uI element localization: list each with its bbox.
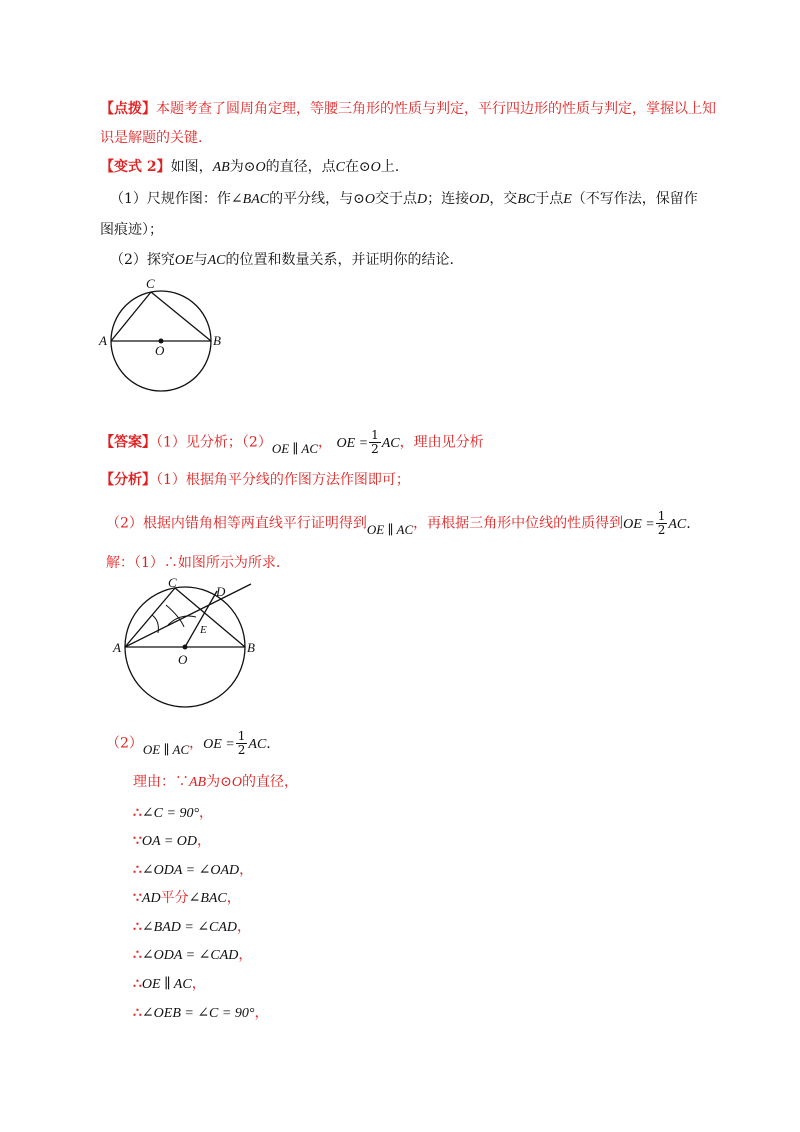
- answer-line: [100, 429, 484, 456]
- label-d: D: [216, 584, 226, 599]
- label-c: C: [168, 575, 177, 590]
- fraction: [236, 730, 248, 757]
- proof-step: [133, 945, 252, 966]
- q1-d: D: [416, 192, 428, 207]
- proof-step: [133, 974, 206, 995]
- reason-text: 理由：∵: [133, 774, 189, 790]
- step-symbol: ∴: [133, 947, 142, 963]
- solution-text: （2）: [106, 735, 143, 752]
- variant-stem: [100, 157, 399, 178]
- proof-step: [133, 1003, 268, 1024]
- q1-text: （1）尺规作图：作∠: [110, 191, 243, 207]
- q1-bc: BC: [517, 192, 536, 207]
- step-expr: ∠BAC: [188, 891, 227, 906]
- answer-comma: ，: [318, 434, 333, 451]
- reason-ab: AB: [189, 775, 207, 790]
- step-mid: 平分: [160, 890, 189, 906]
- q1-text: 于点: [535, 191, 564, 207]
- tip-line-2: 识是解题的关键.: [100, 130, 203, 146]
- step-expr: ∠ODA = ∠CAD: [141, 948, 239, 963]
- variant-text: 上.: [380, 159, 400, 175]
- label-c: C: [146, 276, 155, 291]
- question-1-cont: 图痕迹）；: [100, 222, 163, 238]
- label-o: O: [178, 652, 188, 667]
- center-point: [183, 645, 188, 650]
- label-e: E: [200, 624, 207, 636]
- step-symbol: ∴: [133, 976, 142, 992]
- q2-text: （2）探究: [110, 252, 175, 268]
- proof-step: [133, 888, 241, 909]
- circle-figure-2: [110, 575, 275, 710]
- solution-line-2: [106, 730, 271, 757]
- answer-oe: OE =: [336, 435, 369, 451]
- variant-o: O: [255, 160, 266, 175]
- q1-o: O: [364, 192, 375, 207]
- q2-ac: AC: [207, 253, 226, 268]
- step-symbol: ∵: [133, 890, 142, 906]
- q1-text: 交于点: [374, 191, 417, 207]
- step-symbol: ∴: [133, 1005, 142, 1021]
- step-symbol: ∴: [133, 805, 142, 821]
- q1-text: ；连接: [427, 191, 470, 207]
- reason-text: 的直径，: [241, 774, 298, 790]
- answer-tag: 【答案】: [100, 434, 156, 451]
- frac-num: 1: [371, 428, 379, 442]
- analysis-formula: [623, 509, 691, 537]
- label-b: B: [247, 640, 255, 655]
- q1-text: 的平分线，与⊙: [269, 191, 365, 207]
- step-tail: ，: [191, 976, 206, 992]
- frac-den: 2: [371, 442, 379, 456]
- step-expr: ∠C = 90°: [141, 806, 200, 821]
- step-tail: ，: [239, 862, 254, 878]
- step-symbol: ∴: [133, 862, 142, 878]
- reason-o: O: [231, 775, 242, 790]
- analysis-text: （2）根据内错角相等两直线平行证明得到: [106, 515, 367, 532]
- variant-text: 为⊙: [229, 159, 256, 175]
- frac-den: 2: [657, 523, 666, 537]
- question-1: [110, 189, 698, 210]
- q1-bac: BAC: [242, 192, 270, 207]
- solution-formula: [203, 729, 271, 757]
- variant-tag: 【变式 2】: [100, 159, 171, 175]
- answer-tail: ，理由见分析: [399, 434, 484, 451]
- fraction: [369, 429, 381, 456]
- variant-o: O: [370, 160, 381, 175]
- proof-step: [133, 917, 251, 938]
- solution-line-1: 解：（1）∴如图所示为所求.: [106, 555, 281, 571]
- tip-tag: 【点拨】: [100, 101, 156, 117]
- solution-end: .: [266, 735, 271, 752]
- step-symbol: ∵: [133, 833, 142, 849]
- frac-den: 2: [237, 743, 246, 757]
- fraction: [656, 510, 668, 537]
- frac-num: 1: [657, 509, 666, 523]
- segment-cb: [151, 292, 211, 341]
- solution-oe: OE =: [203, 736, 235, 752]
- proof-step: [133, 831, 211, 852]
- step-tail: ，: [199, 805, 214, 821]
- analysis-oe: OE =: [623, 516, 655, 532]
- variant-text: 的直径，点: [265, 159, 336, 175]
- solution-reason: [133, 772, 298, 793]
- step-tail: ，: [254, 1005, 269, 1021]
- label-b: B: [213, 333, 221, 348]
- question-2: [110, 250, 454, 271]
- analysis-end: .: [686, 515, 691, 532]
- q2-text: 与: [193, 252, 208, 268]
- reason-text: 为⊙: [206, 774, 232, 790]
- q1-text: ，交: [489, 191, 518, 207]
- q1-od: OD: [469, 192, 490, 207]
- answer-ac: AC: [381, 435, 400, 451]
- step-tail: ，: [237, 919, 252, 935]
- label-a: A: [99, 333, 107, 348]
- analysis-parallel: OE ∥ AC: [366, 521, 414, 537]
- step-expr: OE ∥ AC: [141, 977, 192, 992]
- proof-step: [133, 803, 213, 824]
- step-expr: ∠ODA = ∠OAD: [141, 863, 240, 878]
- step-expr: OA = OD: [141, 834, 197, 849]
- label-a: A: [113, 640, 121, 655]
- answer-parallel: OE ∥ AC: [271, 440, 319, 456]
- step-expr: ∠BAD = ∠CAD: [141, 920, 238, 935]
- variant-text: 如图，: [170, 159, 213, 175]
- segment-cb: [175, 588, 245, 647]
- step-tail: ，: [197, 833, 211, 849]
- step-symbol: ∴: [133, 919, 142, 935]
- analysis-line-2: [106, 510, 691, 537]
- step-expr: ∠OEB = ∠C = 90°: [141, 1006, 255, 1021]
- circle-figure-1: [95, 275, 235, 395]
- tip-line-1: [100, 99, 716, 119]
- tip-text-1: 本题考查了圆周角定理，等腰三角形的性质与判定，平行四边形的性质与判定，掌握以上知: [156, 101, 716, 117]
- q2-text: 的位置和数量关系，并证明你的结论.: [225, 252, 454, 268]
- analysis-line-1: [100, 470, 410, 490]
- answer-text: （1）见分析；（2）: [156, 434, 272, 451]
- step-tail: ，: [226, 890, 241, 906]
- label-o: O: [155, 343, 165, 358]
- variant-c: C: [335, 160, 345, 175]
- answer-formula: [336, 428, 400, 456]
- variant-ab: AB: [212, 160, 230, 175]
- solution-ac: AC: [248, 736, 267, 752]
- q1-e: E: [563, 192, 572, 207]
- variant-text: 在⊙: [344, 159, 371, 175]
- solution-parallel: OE ∥ AC: [142, 741, 190, 757]
- proof-step: [133, 860, 253, 881]
- q2-oe: OE: [174, 253, 194, 268]
- step-tail: ，: [238, 947, 253, 963]
- q1-text: （不写作法，保留作: [571, 191, 698, 207]
- step-expr: AD: [141, 891, 161, 906]
- analysis-text: （1）根据角平分线的作图方法作图即可；: [156, 472, 410, 488]
- analysis-ac: AC: [668, 516, 687, 532]
- analysis-tag: 【分析】: [100, 472, 156, 488]
- analysis-text: ，再根据三角形中位线的性质得到: [413, 515, 624, 532]
- frac-num: 1: [237, 729, 246, 743]
- solution-comma: ，: [189, 735, 204, 752]
